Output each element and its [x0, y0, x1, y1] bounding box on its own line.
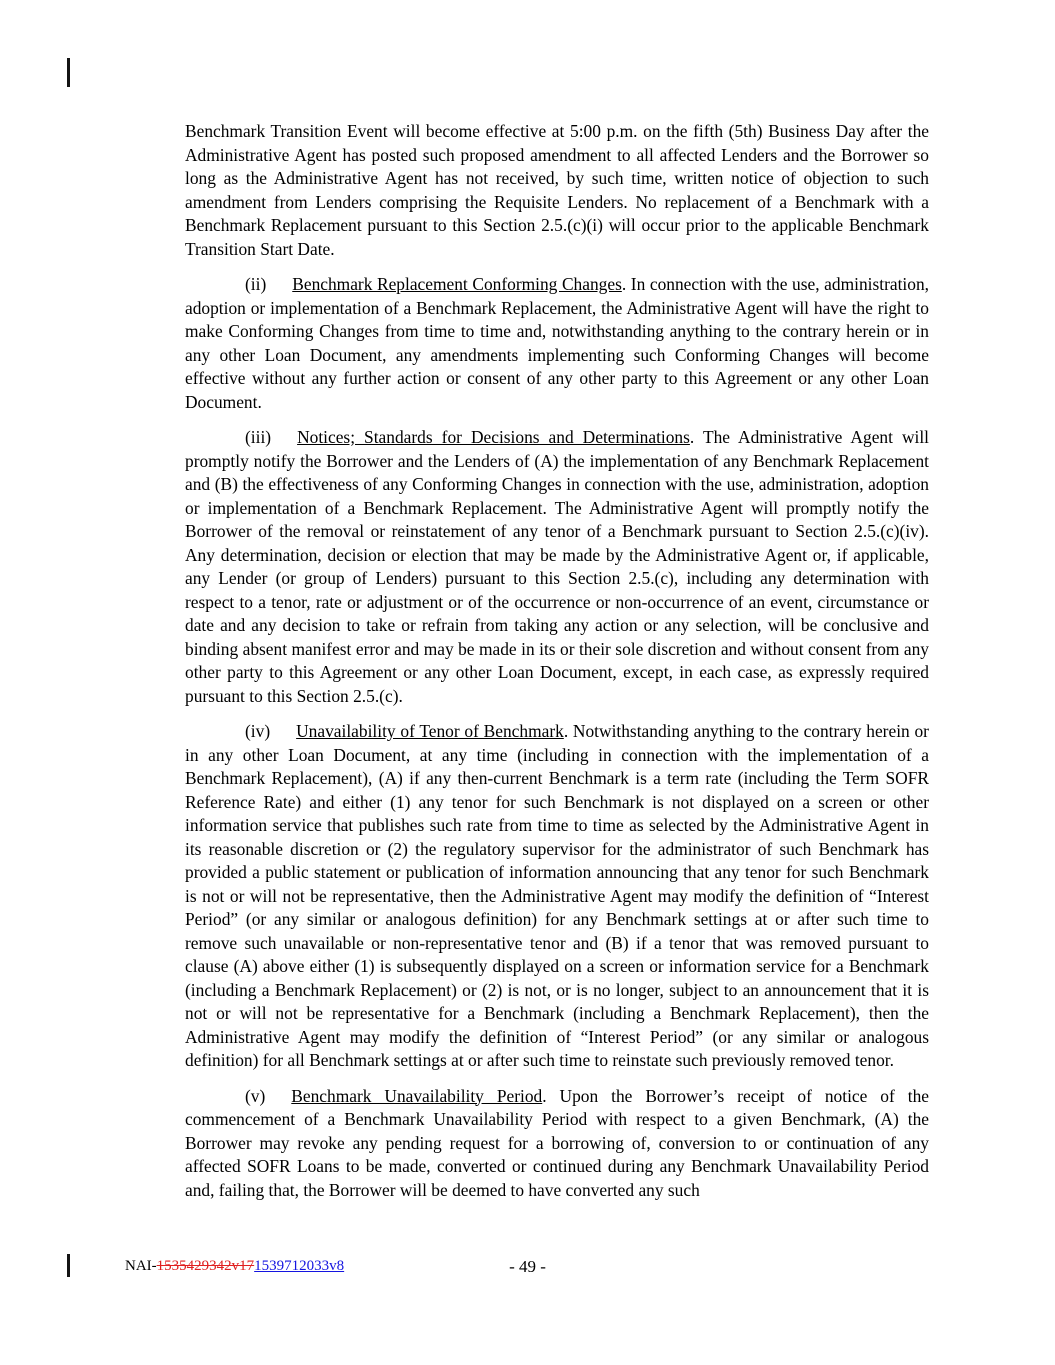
doc-id-prefix: NAI- [125, 1258, 157, 1274]
clause-number: (iii) [245, 427, 272, 447]
document-body [185, 120, 929, 1214]
revision-change-bar-top [67, 58, 70, 87]
clause-number: (iv) [245, 721, 271, 741]
paragraph-clause-iv [185, 720, 929, 1073]
clause-number: (v) [245, 1085, 266, 1106]
paragraph-clause-iii [185, 426, 929, 708]
clause-heading: Benchmark Replacement Conforming Changes [292, 274, 622, 294]
clause-heading: Notices; Standards for Decisions and Determinations [297, 427, 690, 447]
revision-change-bar-bottom [67, 1254, 70, 1277]
paragraph-text: . In connection with the use, administration, adoption or implementation of a Benchmark Replacement, the Administrative Agent will have the right to make Conforming Changes from time to time and, notwithstanding anything to the contrary herein or in any other Loan Document, any amendments implementing such Conforming Changes will become effective without any further action or consent of any other party to this Agreement or any other Loan Document. [185, 274, 929, 412]
clause-number: (ii) [245, 274, 267, 294]
paragraph-text: . Notwithstanding anything to the contrary herein or in any other Loan Document, at any time (including in connection with the implementation of a Benchmark Replacement), (A) if any then-current Benchmark is a term rate (including the Term SOFR Reference Rate) and either (1) any tenor for such Benchmark is not displayed on a screen or other information service that publishes such rate from time to time as selected by the Administrative Agent in its reasonable discretion or (2) the regulatory supervisor for the administrator of such Benchmark has provided a public statement or publication of information announcing that any tenor for such Benchmark is not or will not be representative, then the Administrative Agent may modify the definition of “Interest Period” (or any similar or analogous definition) for any Benchmark settings at or after such time to remove such unavailable or non-representative tenor and (B) if a tenor that was removed pursuant to clause (A) above either (1) is subsequently displayed on a screen or information service for a Benchmark (including a Benchmark Replacement) or (2) is not, or is no longer, subject to an announcement that it is not or will not be representative for a Benchmark (including a Benchmark Replacement), then the Administrative Agent may modify the definition of “Interest Period” (or any similar or analogous definition) for all Benchmark settings at or after such time to reinstate such previously removed tenor. [185, 721, 929, 1070]
paragraph-clause-v [185, 1085, 929, 1203]
clause-heading: Unavailability of Tenor of Benchmark [296, 721, 564, 741]
clause-heading: Benchmark Unavailability Period [291, 1085, 543, 1106]
paragraph-text: . The Administrative Agent will promptly notify the Borrower and the Lenders of (A) the implementation of any Benchmark Replacement and (B) the effectiveness of any Conforming Changes in connection with the use, administration, adoption or implementation of a Benchmark Replacement. The Administrative Agent will promptly notify the Borrower of the removal or reinstatement of any tenor of a Benchmark pursuant to Section 2.5.(c)(iv). Any determination, decision or election that may be made by the Administrative Agent or, if applicable, any Lender (or group of Lenders) pursuant to this Section 2.5.(c), including any determination with respect to a tenor, rate or adjustment or of the occurrence or non-occurrence of an event, circumstance or date and any decision to take or refrain from taking any action or any selection, will be conclusive and binding absent manifest error and may be made in its or their sole discretion and without consent from any other party to this Agreement or any other Loan Document, except, in each case, as expressly required pursuant to this Section 2.5.(c). [185, 427, 930, 706]
document-id-footer [125, 1257, 344, 1276]
paragraph-text: Benchmark Transition Event will become effective at 5:00 p.m. on the fifth (5th) Business Day after the Administrative Agent has posted such proposed amendment to all affected Lenders and the Borrower so long as the Administrative Agent has not received, by such time, written notice of objection to such amendment from Lenders comprising the Requisite Lenders. No replacement of a Benchmark with a Benchmark Replacement pursuant to this Section 2.5.(c)(i) will occur prior to the applicable Benchmark Transition Start Date. [185, 121, 929, 259]
paragraph-text: . Upon the Borrower’s receipt of notice of the commencement of a Benchmark Unavailability Period with respect to a given Benchmark, (A) the Borrower may revoke any pending request for a borrowing of, conversion to or continuation of any affected SOFR Loans to be made, converted or continued during any Benchmark Unavailability Period and, failing that, the Borrower will be deemed to have converted any such [185, 1085, 929, 1200]
paragraph-clause-ii [185, 273, 929, 414]
page-number: - 49 - [509, 1257, 546, 1276]
doc-id-inserted-revision: 1539712033v8 [254, 1258, 345, 1274]
paragraph-continuation [185, 120, 929, 261]
doc-id-deleted-revision: 1535429342v17 [156, 1258, 255, 1274]
